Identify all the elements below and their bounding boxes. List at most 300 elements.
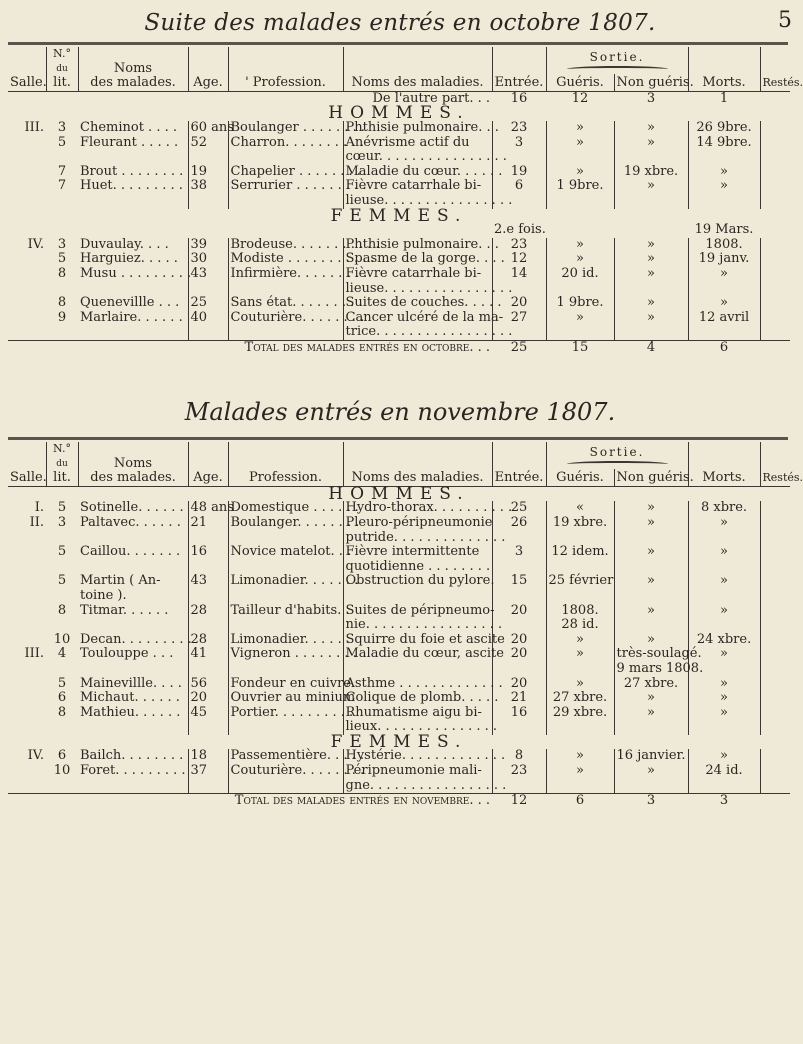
maladie-cell: Rhumatisme aigu bi- lieux. . . . . . . . . . . . . . .	[343, 706, 492, 735]
age-cell: 43	[188, 574, 228, 603]
november-hommes-row	[8, 677, 790, 692]
total-entree: 12	[492, 794, 546, 809]
non-gueris-cell: »	[614, 296, 688, 311]
november-femmes-row	[8, 749, 790, 764]
october-hommes-row	[8, 165, 790, 180]
col-non-gueris: Non guéris.	[614, 74, 688, 91]
col-noms: Noms des malades.	[78, 442, 188, 486]
salle-cell	[8, 267, 46, 296]
age-cell: 28	[188, 633, 228, 648]
gueris-cell: »	[546, 121, 614, 136]
restes-cell	[760, 647, 790, 676]
lit-cell: 6	[57, 748, 67, 764]
nom-cell: Huet. . . . . . . . .	[78, 179, 188, 208]
entree-cell: 6	[492, 179, 546, 208]
morts-cell: »	[688, 749, 760, 764]
gueris-cell: »	[546, 165, 614, 180]
nom-cell: Caillou. . . . . . .	[78, 545, 188, 574]
age-cell: 30	[188, 252, 228, 267]
lit-cell: 5	[57, 500, 67, 516]
age-cell: 52	[188, 136, 228, 165]
maladie-cell: Hydro-thorax. . . . . . . . . .	[343, 501, 492, 516]
salle-cell	[8, 179, 46, 208]
age-cell: 56	[188, 677, 228, 692]
running-title: Suite des malades entrés en octobre 1807.	[144, 10, 656, 36]
profession-cell: Charron. . . . . . . . . .	[228, 136, 343, 165]
col-morts: Morts.	[688, 47, 760, 91]
restes-cell	[760, 764, 790, 794]
age-cell: 40	[188, 311, 228, 341]
restes-cell	[760, 677, 790, 692]
non-gueris-cell: »	[614, 691, 688, 706]
entree-cell: 27	[492, 311, 546, 341]
page-number: 5	[778, 8, 792, 33]
gueris-cell: 29 xbre.	[546, 706, 614, 735]
entree-cell: 23	[492, 238, 546, 253]
carry-restes	[760, 91, 790, 106]
total-gueris: 6	[546, 794, 614, 809]
salle-cell	[8, 706, 46, 735]
morts-cell: »	[688, 296, 760, 311]
age-cell: 48 ans	[188, 501, 228, 516]
profession-cell: Infirmière. . . . . . . . .	[228, 267, 343, 296]
november-hommes-heading	[8, 486, 790, 501]
nom-cell: Toulouppe . . .	[78, 647, 188, 676]
profession-cell: Fondeur en cuivre.	[228, 677, 343, 692]
november-hommes-row	[8, 516, 790, 545]
total-label: Total des malades entrés en novembre. . .	[8, 794, 492, 809]
gueris-cell: 1 9bre.	[546, 296, 614, 311]
profession-cell: Serrurier . . . . . . . . .	[228, 179, 343, 208]
lit-cell: 4	[57, 646, 67, 662]
salle-cell	[8, 136, 46, 165]
col-non-gueris: Non guéris.	[614, 469, 688, 486]
age-cell: 45	[188, 706, 228, 735]
entree-cell: 19	[492, 165, 546, 180]
lit-cell: 8	[57, 295, 67, 311]
total-morts: 6	[688, 340, 760, 355]
october-hommes-heading-label: HOMMES.	[328, 103, 470, 124]
profession-cell: Boulanger. . . . . . . .	[228, 516, 343, 545]
salle-cell	[8, 677, 46, 692]
non-gueris-cell: »	[614, 545, 688, 574]
profession-cell: Passementière. . . . .	[228, 749, 343, 764]
gueris-cell: 12 idem.	[546, 545, 614, 574]
nom-cell: Decan. . . . . . . . .	[80, 631, 192, 647]
october-femmes-row	[8, 296, 790, 311]
col-lit: N.° du lit.	[46, 47, 78, 91]
col-age: Age.	[188, 442, 228, 486]
entree-cell: 20	[492, 647, 546, 676]
salle-cell	[8, 545, 46, 574]
non-gueris-cell: »	[614, 267, 688, 296]
col-entree: Entrée.	[492, 442, 546, 486]
october-hommes-row	[8, 136, 790, 165]
lit-cell: 6	[57, 690, 67, 706]
gueris-cell: «	[546, 501, 614, 516]
gueris-cell: »	[546, 311, 614, 341]
femmes-note: 2.e fois.	[494, 222, 546, 238]
col-gueris: Guéris.	[546, 469, 614, 486]
november-hommes-row	[8, 604, 790, 633]
morts-cell: 24 id.	[688, 764, 760, 794]
restes-cell	[760, 296, 790, 311]
october-femmes-heading-label: FEMMES.	[330, 205, 468, 226]
salle-cell: II.	[29, 514, 44, 530]
november-hommes-row	[8, 633, 790, 648]
nom-cell: Sotinelle. . . . . .	[78, 501, 188, 516]
gueris-cell: »	[546, 677, 614, 692]
col-maladies: Noms des maladies.	[343, 47, 492, 91]
gueris-cell: »	[546, 252, 614, 267]
profession-cell: Ouvrier au minium	[228, 691, 343, 706]
maladie-cell: Fièvre intermittente quotidienne . . . . . . . .	[343, 545, 492, 574]
non-gueris-cell: 27 xbre.	[614, 677, 688, 692]
maladie-cell: Hystérie. . . . . . . . . . . . .	[343, 749, 492, 764]
entree-cell: 14	[492, 267, 546, 296]
col-lit: N.° du lit.	[46, 442, 78, 486]
entree-cell: 20	[492, 604, 546, 633]
october-femmes-heading	[8, 209, 790, 224]
restes-cell	[760, 267, 790, 296]
november-femmes-heading	[8, 735, 790, 750]
salle-cell	[8, 311, 46, 341]
morts-cell: 8 xbre.	[688, 501, 760, 516]
profession-cell: Couturière. . . . . . . .	[228, 311, 343, 341]
age-cell: 16	[188, 545, 228, 574]
lit-cell: 5	[57, 675, 67, 691]
lit-cell: 10	[53, 763, 71, 779]
nom-cell: Marlaire. . . . . .	[78, 311, 188, 341]
profession-cell: Tailleur d'habits. .	[228, 604, 343, 633]
salle-cell: IV.	[27, 748, 44, 764]
entree-cell: 3	[492, 545, 546, 574]
restes-cell	[760, 516, 790, 545]
morts-cell: »	[688, 267, 760, 296]
non-gueris-cell: très-soulagé. 9 mars 1808.	[614, 647, 688, 676]
maladie-cell: Anévrisme actif du cœur. . . . . . . . . . . . . . . .	[343, 136, 492, 165]
femmes-note-morts: 19 Mars.	[694, 222, 754, 238]
nom-cell: Brout . . . . . . . .	[78, 165, 188, 180]
non-gueris-cell: »	[614, 633, 688, 648]
gueris-cell: »	[546, 633, 614, 648]
nom-cell: Foret. . . . . . . . .	[78, 764, 188, 794]
lit-cell: 3	[57, 514, 67, 530]
salle-cell	[8, 252, 46, 267]
lit-cell: 3	[57, 236, 67, 252]
morts-cell: 26 9bre.	[688, 121, 760, 136]
profession-cell: Domestique . . . . . .	[228, 501, 343, 516]
november-hommes-heading-label: HOMMES.	[328, 483, 470, 504]
header-rule	[8, 42, 788, 45]
col-entree: Entrée.	[492, 47, 546, 91]
restes-cell	[760, 179, 790, 208]
morts-cell: 12 avril	[688, 311, 760, 341]
running-header	[0, 6, 800, 40]
age-cell: 25	[188, 296, 228, 311]
restes-cell	[760, 574, 790, 603]
col-salle: Salle.	[8, 47, 46, 91]
entree-cell: 16	[492, 706, 546, 735]
total-entree: 25	[492, 340, 546, 355]
morts-cell: »	[688, 677, 760, 692]
age-cell: 20	[188, 691, 228, 706]
maladie-cell: Phthisie pulmonaire. . .	[343, 238, 492, 253]
salle-cell: I.	[34, 500, 44, 516]
col-maladies: Noms des maladies.	[343, 442, 492, 486]
maladie-cell: Colique de plomb. . . . .	[343, 691, 492, 706]
non-gueris-cell: »	[614, 179, 688, 208]
lit-cell: 7	[57, 178, 67, 194]
restes-cell	[760, 749, 790, 764]
restes-cell	[760, 136, 790, 165]
age-cell: 19	[188, 165, 228, 180]
nom-cell: Mathieu. . . . . .	[78, 706, 188, 735]
gueris-cell: 20 id.	[546, 267, 614, 296]
total-morts: 3	[688, 794, 760, 809]
october-femmes-row	[8, 267, 790, 296]
morts-cell: »	[688, 604, 760, 633]
restes-cell	[760, 545, 790, 574]
restes-cell	[760, 165, 790, 180]
maladie-cell: Péripneumonie mali- gne. . . . . . . . . . . . . . . . .	[343, 764, 492, 794]
morts-cell: 14 9bre.	[688, 136, 760, 165]
total-gueris: 15	[546, 340, 614, 355]
nom-cell: Mainevillle. . . .	[78, 677, 188, 692]
november-hommes-row	[8, 647, 790, 676]
maladie-cell: Suites de péripneumo- nie. . . . . . . . . . . . . . . . .	[343, 604, 492, 633]
maladie-cell: Asthme . . . . . . . . . . . . .	[343, 677, 492, 692]
nom-cell: Paltavec. . . . . .	[78, 516, 188, 545]
non-gueris-cell: »	[614, 238, 688, 253]
non-gueris-cell: »	[614, 574, 688, 603]
lit-cell: 3	[57, 119, 67, 135]
morts-cell: »	[688, 691, 760, 706]
restes-cell	[760, 706, 790, 735]
age-cell: 41	[188, 647, 228, 676]
age-cell: 38	[188, 179, 228, 208]
restes-cell	[760, 633, 790, 648]
non-gueris-cell: »	[614, 516, 688, 545]
maladie-cell: Maladie du cœur, ascite	[343, 647, 492, 676]
carry-entree: 16	[510, 90, 528, 106]
total-non-gueris: 4	[614, 340, 688, 355]
profession-cell: Vigneron . . . . . . . .	[228, 647, 343, 676]
october-femmes-row	[8, 238, 790, 253]
col-age: Age.	[188, 47, 228, 91]
lit-cell: 9	[57, 309, 67, 325]
november-title: Malades entrés en novembre 1807.	[184, 398, 616, 426]
nom-cell: Duvaulay. . . .	[78, 238, 188, 253]
profession-cell: Chapelier . . . . . . . .	[228, 165, 343, 180]
profession-cell: Limonadier. . . . . . .	[228, 574, 343, 603]
november-femmes-row	[8, 764, 790, 794]
morts-cell: »	[688, 179, 760, 208]
entree-cell: 23	[492, 764, 546, 794]
nom-cell: Harguiez. . . . .	[78, 252, 188, 267]
col-restes: Restés.	[760, 442, 790, 486]
gueris-cell: 27 xbre.	[546, 691, 614, 706]
november-hommes-row	[8, 691, 790, 706]
non-gueris-cell: »	[614, 136, 688, 165]
salle-cell	[8, 764, 46, 794]
salle-cell	[8, 296, 46, 311]
col-gueris: Guéris.	[546, 74, 614, 91]
november-total-row	[8, 794, 790, 809]
lit-cell: 7	[57, 163, 67, 179]
nom-cell: Titmar. . . . . .	[78, 604, 188, 633]
october-hommes-row	[8, 121, 790, 136]
salle-cell	[8, 691, 46, 706]
gueris-cell: »	[546, 238, 614, 253]
total-label: Total des malades entrés en octobre. . .	[8, 340, 492, 355]
carry-label: De l'autre part. . .	[372, 90, 490, 106]
morts-cell: »	[688, 574, 760, 603]
november-hommes-row	[8, 545, 790, 574]
maladie-cell: Squirre du foie et ascite	[343, 633, 492, 648]
col-sortie: Sortie.	[546, 442, 688, 469]
profession-cell: Portier. . . . . . . . . .	[228, 706, 343, 735]
restes-cell	[760, 311, 790, 341]
salle-cell	[8, 604, 46, 633]
october-femmes-row	[8, 252, 790, 267]
non-gueris-cell: »	[614, 706, 688, 735]
november-register-table	[8, 442, 803, 809]
entree-cell: 25	[492, 501, 546, 516]
col-restes: Restés.	[760, 47, 790, 91]
lit-cell: 8	[57, 704, 67, 720]
morts-cell: »	[688, 706, 760, 735]
nom-cell: Michaut. . . . . .	[78, 691, 188, 706]
morts-cell: »	[688, 516, 760, 545]
lit-cell: 5	[57, 134, 67, 150]
non-gueris-cell: »	[614, 311, 688, 341]
age-cell: 18	[188, 749, 228, 764]
gueris-cell: 1808. 28 id.	[546, 604, 614, 633]
age-cell: 43	[188, 267, 228, 296]
maladie-cell: Spasme de la gorge. . . .	[343, 252, 492, 267]
lit-cell: 10	[53, 631, 71, 647]
salle-cell: IV.	[27, 236, 44, 252]
nom-cell: Musu . . . . . . . . .	[78, 267, 188, 296]
maladie-cell: Cancer ulcéré de la ma- trice. . . . . . . . . . . . . . . . .	[343, 311, 492, 341]
lit-cell: 5	[57, 573, 67, 589]
maladie-cell: Maladie du cœur. . . . . .	[343, 165, 492, 180]
non-gueris-cell: »	[614, 252, 688, 267]
col-profession: ' Profession.	[228, 47, 343, 91]
salle-cell	[8, 574, 46, 603]
profession-cell: Limonadier. . . . . .	[228, 633, 343, 648]
carry-gueris: 12	[571, 90, 589, 106]
morts-cell: »	[688, 647, 760, 676]
restes-cell	[760, 501, 790, 516]
restes-cell	[760, 238, 790, 253]
morts-cell: 19 janv.	[688, 252, 760, 267]
october-femmes-row	[8, 311, 790, 341]
lit-cell: 5	[57, 544, 67, 560]
age-cell: 37	[188, 764, 228, 794]
gueris-cell: »	[546, 749, 614, 764]
october-hommes-heading	[8, 106, 790, 121]
nom-cell: Bailch. . . . . . . .	[78, 749, 188, 764]
salle-cell: III.	[24, 119, 44, 135]
non-gueris-cell: 19 xbre.	[614, 165, 688, 180]
maladie-cell: Pleuro-péripneumonie putride. . . . . . . . . . . . . .	[343, 516, 492, 545]
entree-cell: 20	[492, 296, 546, 311]
entree-cell: 20	[492, 633, 546, 648]
total-non-gueris: 3	[614, 794, 688, 809]
profession-cell: Modiste . . . . . . . . . . .	[228, 252, 343, 267]
total-restes	[760, 340, 790, 355]
morts-cell: 1808.	[688, 238, 760, 253]
salle-cell	[8, 165, 46, 180]
entree-cell: 12	[492, 252, 546, 267]
age-cell: 39	[188, 238, 228, 253]
entree-cell: 15	[492, 574, 546, 603]
age-cell: 21	[188, 516, 228, 545]
gueris-cell: »	[546, 647, 614, 676]
maladie-cell: Suites de couches. . . . .	[343, 296, 492, 311]
november-hommes-row	[8, 706, 790, 735]
morts-cell: »	[688, 545, 760, 574]
november-hommes-row	[8, 501, 790, 516]
maladie-cell: Fièvre catarrhale bi- lieuse. . . . . . . . . . . . . . . .	[343, 179, 492, 208]
col-sortie: Sortie.	[546, 47, 688, 74]
salle-cell	[8, 633, 46, 648]
col-noms: Noms des malades.	[78, 47, 188, 91]
restes-cell	[760, 121, 790, 136]
col-profession: Profession.	[228, 442, 343, 486]
profession-cell: Sans état. . . . . . . . .	[228, 296, 343, 311]
october-total-row	[8, 340, 790, 355]
entree-cell: 8	[492, 749, 546, 764]
profession-cell: Brodeuse. . . . . . . . . . .	[228, 238, 343, 253]
non-gueris-cell: »	[614, 604, 688, 633]
profession-cell: Boulanger . . . . . . . .	[228, 121, 343, 136]
col-salle: Salle.	[8, 442, 46, 486]
entree-cell: 21	[492, 691, 546, 706]
maladie-cell: Fièvre catarrhale bi- lieuse. . . . . . . . . . . . . . . .	[343, 267, 492, 296]
nom-cell: Quenevillle . . .	[78, 296, 188, 311]
maladie-cell: Phthisie pulmonaire. . .	[343, 121, 492, 136]
nom-cell: Martin ( An- toine ).	[78, 574, 188, 603]
pad	[546, 223, 688, 238]
restes-cell	[760, 691, 790, 706]
carry-non-gueris: 3	[646, 90, 656, 106]
profession-cell: Novice matelot. . .	[228, 545, 343, 574]
nom-cell: Fleurant . . . . .	[78, 136, 188, 165]
october-register-table	[8, 47, 803, 355]
nom-cell: Cheminot . . . .	[78, 121, 188, 136]
lit-cell: 8	[57, 265, 67, 281]
non-gueris-cell: »	[614, 501, 688, 516]
morts-cell: »	[688, 165, 760, 180]
gueris-cell: »	[546, 136, 614, 165]
morts-cell: 24 xbre.	[688, 633, 760, 648]
november-femmes-heading-label: FEMMES.	[330, 731, 468, 752]
non-gueris-cell: »	[614, 764, 688, 794]
carry-morts: 1	[719, 90, 729, 106]
restes-cell	[760, 252, 790, 267]
gueris-cell: 25 février	[546, 574, 614, 603]
maladie-cell: Obstruction du pylore.	[343, 574, 492, 603]
col-morts: Morts.	[688, 442, 760, 486]
lit-cell: 5	[57, 251, 67, 267]
lit-cell: 8	[57, 602, 67, 618]
gueris-cell: 1 9bre.	[546, 179, 614, 208]
november-hommes-row	[8, 574, 790, 603]
restes-cell	[760, 604, 790, 633]
